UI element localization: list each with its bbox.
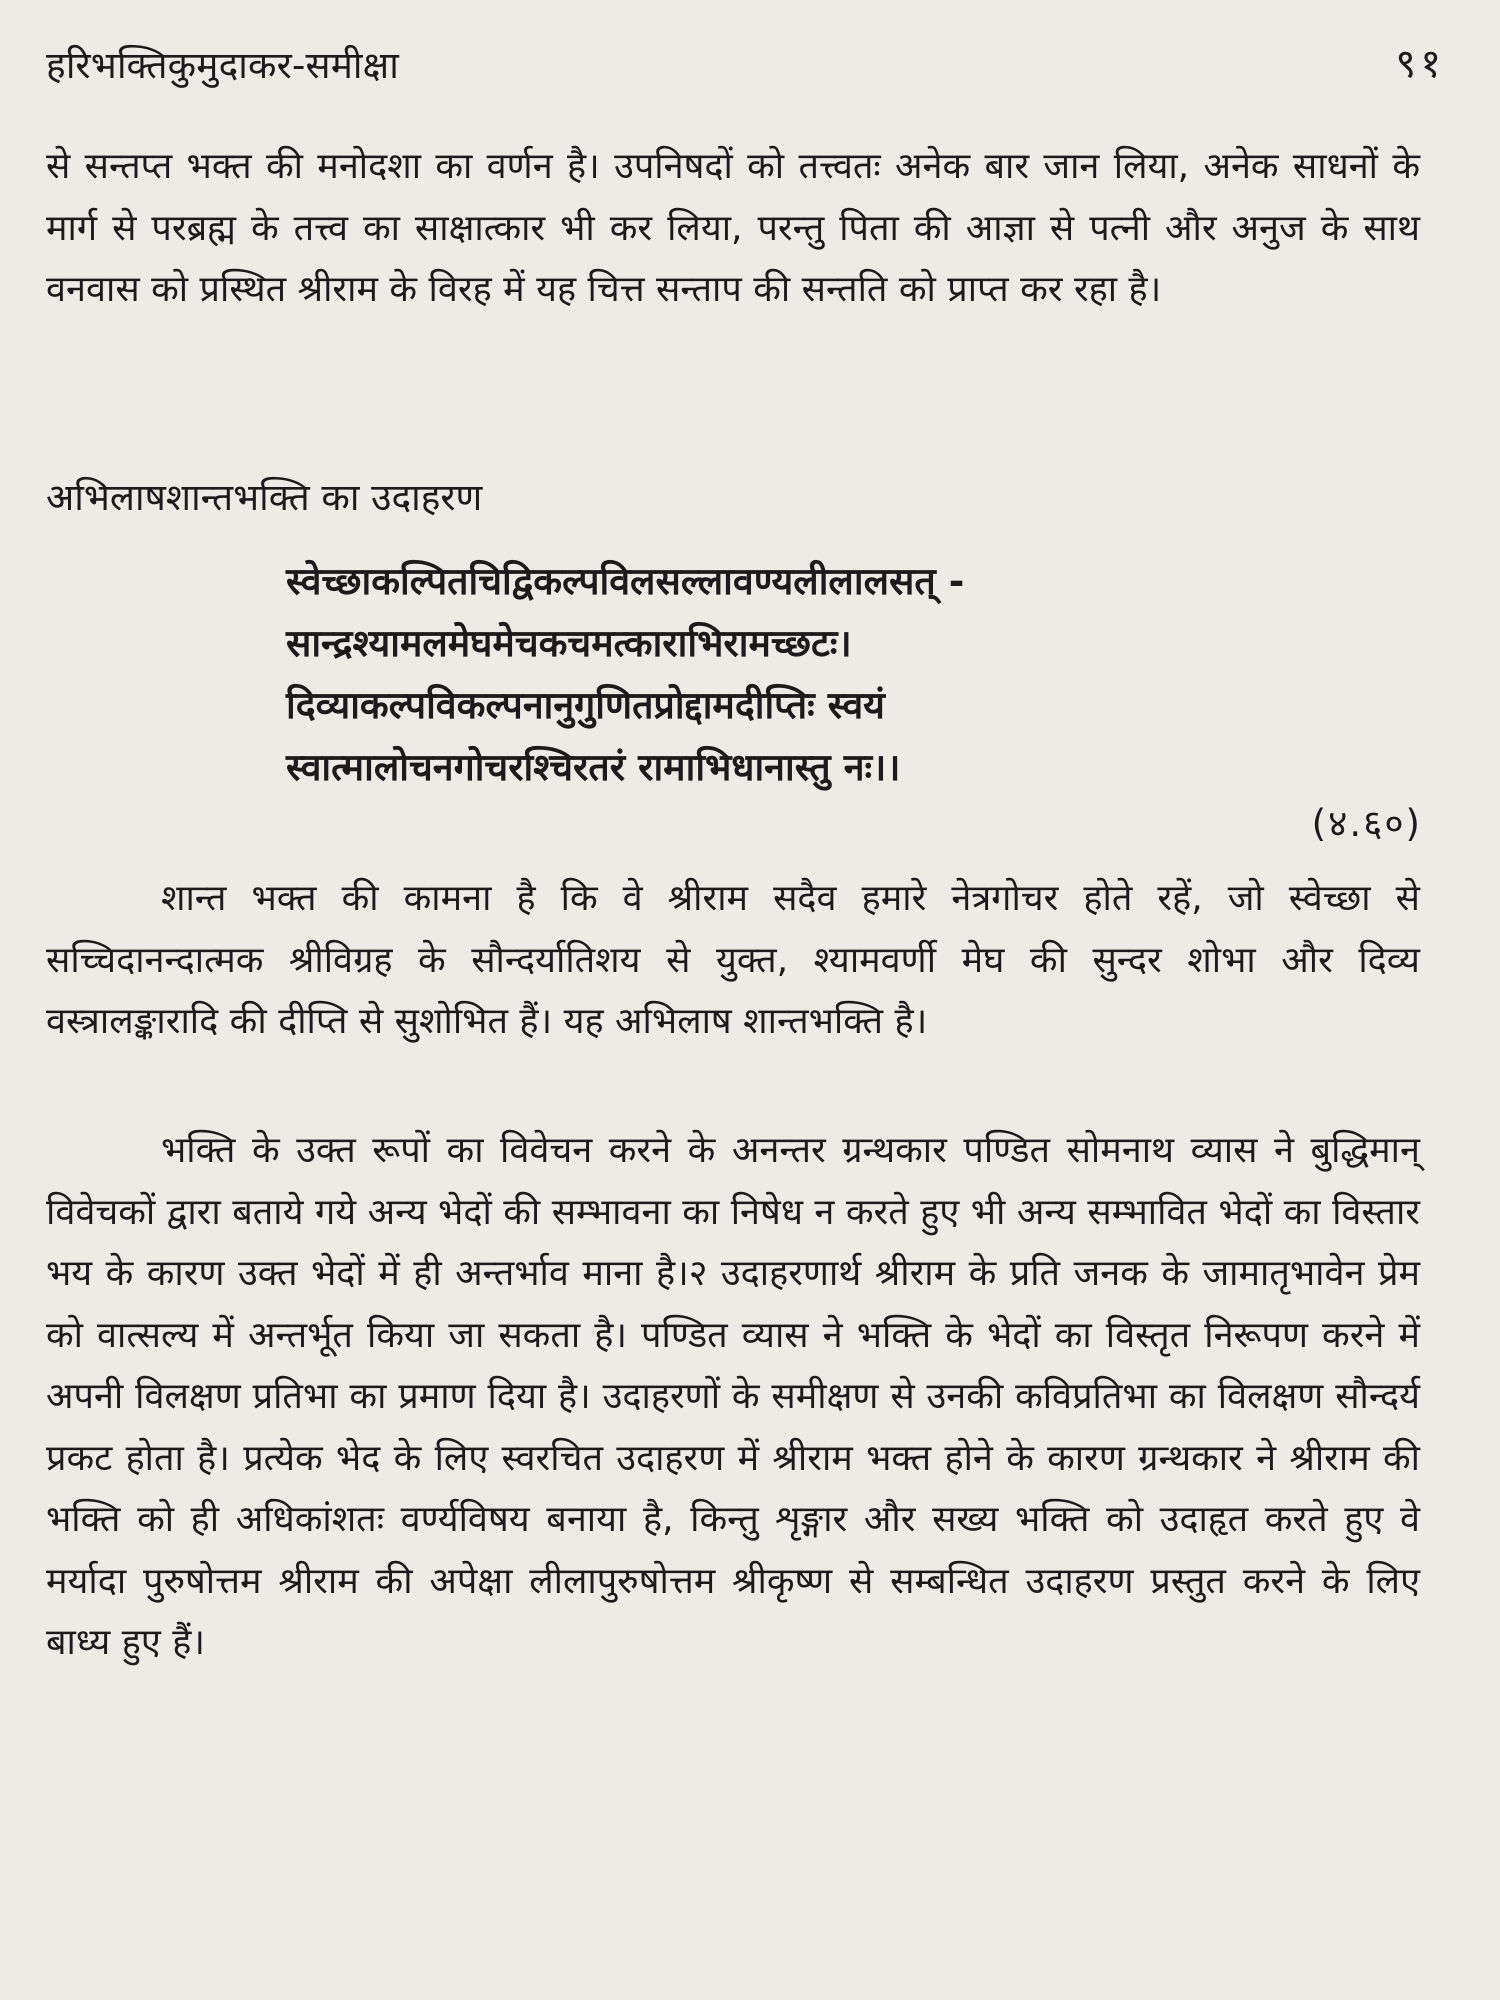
verse-line-4: स्वात्मालोचनगोचरश्चिरतरं रामाभिधानास्तु नः।।: [286, 745, 901, 789]
page-number: ९१: [1395, 41, 1445, 87]
verse-line-2: सान्द्रश्यामलमेघमेचकचमत्काराभिरामच्छटः।: [286, 621, 852, 665]
paragraph-3: भक्ति के उक्त रूपों का विवेचन करने के अनन्तर ग्रन्थकार पण्डित सोमनाथ व्यास ने बुद्धिमान् विवेचकों द्वारा बताये गये अन्य भेदों की सम्भावना का निषेध न करते हुए भी अन्य सम्भावित भेदों का विस्तार भय के कारण उक्त भेदों में ही अन्तर्भाव माना है।२ उदाहरणार्थ श्रीराम के प्रति जनक के जामातृभावेन प्रेम को वात्सल्य में अन्तर्भूत किया जा सकता है। पण्डित व्यास ने भक्ति के भेदों का विस्तृत निरूपण करने में अपनी विलक्षण प्रतिभा का प्रमाण दिया है। उदाहरणों के समीक्षण से उनकी कविप्रतिभा का विलक्षण सौन्दर्य प्रकट होता है। प्रत्येक भेद के लिए स्वरचित उदाहरण में श्रीराम भक्त होने के कारण ग्रन्थकार ने श्रीराम की भक्ति को ही अधिकांशतः वर्ण्यविषय बनाया है, किन्तु शृङ्गार और सख्य भक्ति को उदाहृत करते हुए वे मर्यादा पुरुषोत्तम श्रीराम की अपेक्षा लीलापुरुषोत्तम श्रीकृष्ण से सम्बन्धित उदाहरण प्रस्तुत करने के लिए बाध्य हुए हैं।: [46, 1130, 1420, 1663]
running-head: हरिभक्तिकुमुदाकर-समीक्षा: [46, 44, 399, 87]
verse-line-3: दिव्याकल्पविकल्पनानुगुणितप्रोद्दामदीप्तिः स्वयं: [286, 683, 885, 727]
verse-reference: (४.६०): [1311, 802, 1422, 845]
section-heading: अभिलाषशान्तभक्ति का उदाहरण: [46, 476, 483, 519]
paragraph-2: शान्त भक्त की कामना है कि वे श्रीराम सदैव हमारे नेत्रगोचर होते रहें, जो स्वेच्छा से सच्चिदानन्दात्मक श्रीविग्रह के सौन्दर्यातिशय से युक्त, श्यामवर्णी मेघ की सुन्दर शोभा और दिव्य वस्त्रालङ्कारादि की दीप्ति से सुशोभित हैं। यह अभिलाष शान्तभक्ति है।: [46, 878, 1420, 1042]
sanskrit-verse: [286, 550, 964, 798]
verse-line-1: स्वेच्छाकल्पितचिद्विकल्पविलसल्लावण्यलीलालसत् -: [286, 559, 965, 603]
page-header: [46, 30, 1445, 90]
paragraph-1: से सन्तप्त भक्त की मनोदशा का वर्णन है। उपनिषदों को तत्त्वतः अनेक बार जान लिया, अनेक साधनों के मार्ग से परब्रह्म के तत्त्व का साक्षात्कार भी कर लिया, परन्तु पिता की आज्ञा से पत्नी और अनुज के साथ वनवास को प्रस्थित श्रीराम के विरह में यह चित्त सन्ताप की सन्तति को प्राप्त कर रहा है।: [46, 146, 1420, 310]
